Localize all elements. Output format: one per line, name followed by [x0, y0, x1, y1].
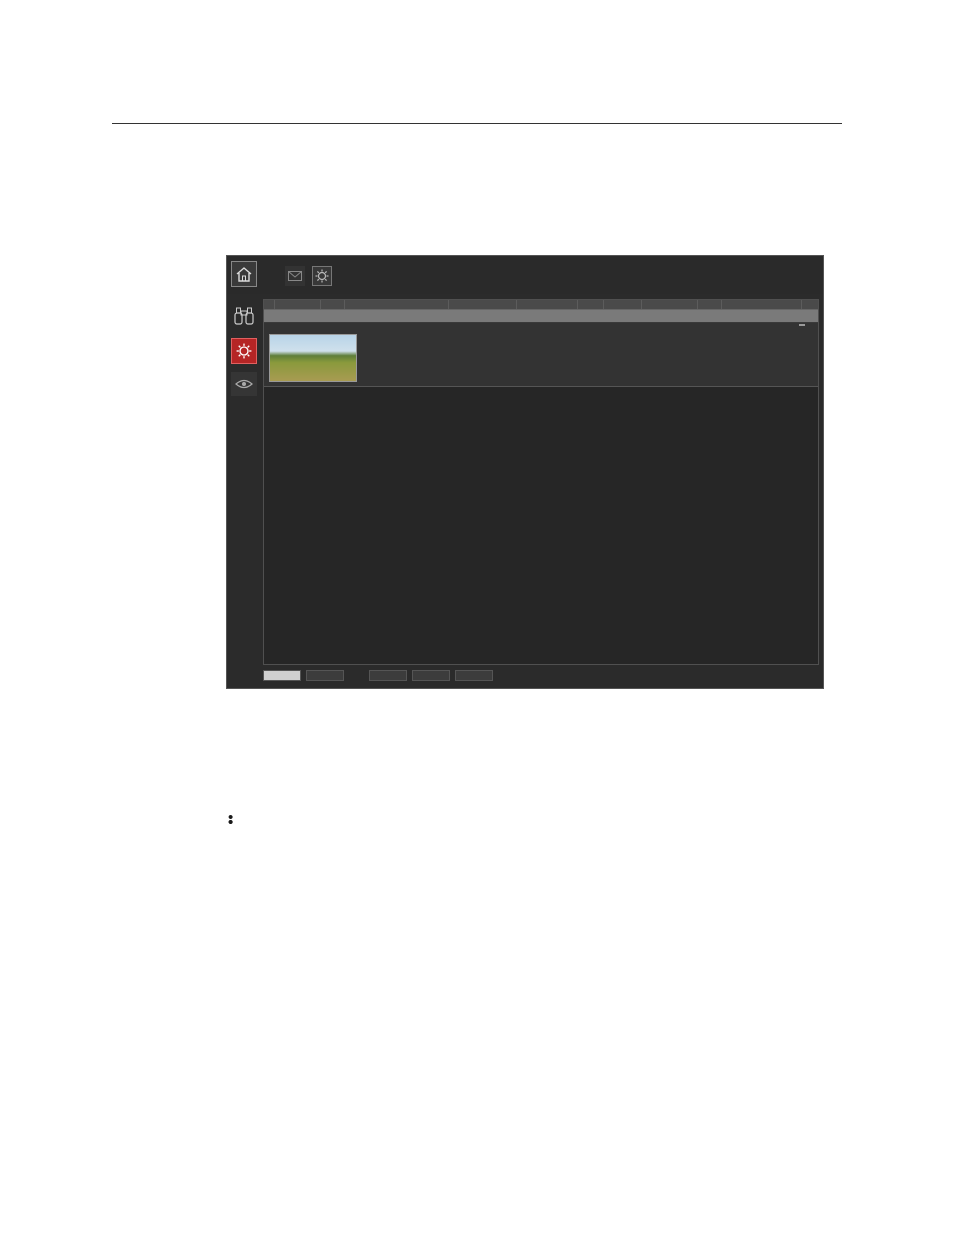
col-state[interactable] [698, 300, 722, 309]
col-active-user[interactable] [642, 300, 698, 309]
job-detail-panel [264, 323, 818, 387]
col-required-by[interactable] [604, 300, 642, 309]
take-control-button[interactable] [799, 324, 805, 326]
smartclient-screenshot [226, 255, 824, 689]
header-rule [112, 123, 842, 124]
jobs-list-grid [263, 299, 819, 665]
binoculars-icon[interactable] [231, 303, 257, 329]
col-extended-state[interactable] [722, 300, 802, 309]
col-created-by[interactable] [449, 300, 517, 309]
col-type[interactable] [275, 300, 321, 309]
col-id[interactable] [321, 300, 345, 309]
col-created[interactable] [517, 300, 578, 309]
eye-icon[interactable] [231, 372, 257, 396]
compliance-workspace-icon[interactable] [231, 338, 257, 364]
mail-icon[interactable] [285, 266, 305, 286]
keyframe-thumbnail[interactable] [269, 334, 357, 382]
col-asset-name[interactable] [345, 300, 449, 309]
footer-buttons [263, 670, 493, 681]
cancel-button[interactable] [455, 670, 493, 681]
fail-button[interactable] [369, 670, 407, 681]
gear-icon[interactable] [312, 266, 332, 286]
complete-button[interactable] [412, 670, 450, 681]
col-priority[interactable] [578, 300, 604, 309]
home-icon[interactable] [231, 261, 257, 287]
action-list [224, 808, 842, 813]
jobs-table-header [264, 300, 818, 310]
table-row-selected[interactable] [264, 310, 818, 323]
header-checkbox-col [264, 300, 275, 309]
clear-all-button[interactable] [306, 670, 344, 681]
select-all-button[interactable] [263, 670, 301, 681]
